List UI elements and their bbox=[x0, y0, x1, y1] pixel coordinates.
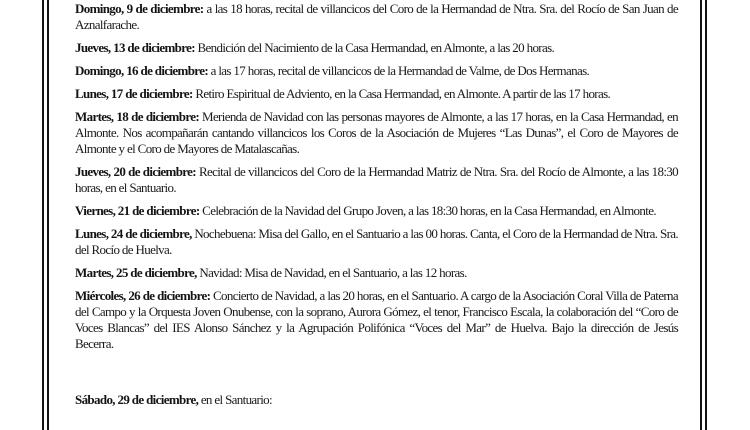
event-details: a las 18 horas, recital de villancicos del Coro de la Hermandad de Ntra. Sra. del Rocío de San Juan de Aznalfarache. bbox=[75, 1, 678, 32]
event-date: Domingo, 9 de diciembre: bbox=[75, 1, 204, 16]
event-details: Recital de villancicos del Coro de la Hermandad Matriz de Ntra. Sra. del Rocío de Almonte, a las 18:30 horas, en el Santuario. bbox=[75, 164, 678, 195]
event-entry bbox=[75, 40, 678, 56]
event-entry bbox=[75, 109, 678, 157]
event-details: Nochebuena: Misa del Gallo, en el Santuario a las 00 horas. Canta, el Coro de la Hermandad de Ntra. Sra. del Rocío de Huelva. bbox=[75, 226, 678, 257]
event-entry bbox=[75, 86, 678, 102]
event-details: Merienda de Navidad con las personas mayores de Almonte, a las 17 horas, en la Casa Hermandad, en Almonte. Nos acompañarán cantando villancicos los Coros de la Asociación de Mujeres “Las Dunas”, el Coro de Mayores de Almonte y el Coro de Mayores de Matalascañas. bbox=[75, 109, 678, 156]
event-date: Martes, 18 de diciembre: bbox=[75, 109, 200, 124]
event-entry bbox=[75, 203, 678, 219]
event-entry bbox=[75, 288, 678, 352]
event-date: Jueves, 13 de diciembre: bbox=[75, 40, 195, 55]
event-details: Retiro Espiritual de Adviento, en la Casa Hermandad, en Almonte. A partir de las 17 horas. bbox=[195, 86, 611, 101]
event-date: Lunes, 17 de diciembre: bbox=[75, 86, 193, 101]
event-date: Lunes, 24 de diciembre, bbox=[75, 226, 192, 241]
event-list bbox=[75, 1, 678, 408]
event-entry bbox=[75, 392, 678, 408]
event-entry bbox=[75, 265, 678, 281]
event-entry bbox=[75, 164, 678, 196]
event-details: Celebración de la Navidad del Grupo Joven, a las 18:30 horas, en la Casa Hermandad, en Almonte. bbox=[202, 203, 656, 218]
event-entry bbox=[75, 1, 678, 33]
event-date: Viernes, 21 de diciembre: bbox=[75, 203, 200, 218]
event-entry bbox=[75, 226, 678, 258]
event-details: a las 17 horas, recital de villancicos de la Hermandad de Valme, de Dos Hermanas. bbox=[210, 63, 590, 78]
event-entry bbox=[75, 63, 678, 79]
event-date: Domingo, 16 de diciembre: bbox=[75, 63, 208, 78]
event-details: Navidad: Misa de Navidad, en el Santuario, a las 12 horas. bbox=[199, 265, 467, 280]
event-details: Concierto de Navidad, a las 20 horas, en el Santuario. A cargo de la Asociación Coral Villa de Paterna del Campo y la Orquesta Joven Onubense, con la soprano, Aurora Gómez, el tenor, Francisco Escala, la colaboración del “Coro de Voces Blancas” del IES Alonso Sánchez y la Agrupación Polifónica “Voces del Mar” de Huelva. Bajo la dirección de Jesús Becerra. bbox=[75, 288, 678, 351]
event-date: Sábado, 29 de diciembre, bbox=[75, 392, 199, 407]
document-sheet bbox=[42, 0, 707, 430]
event-date: Jueves, 20 de diciembre: bbox=[75, 164, 196, 179]
event-details: en el Santuario: bbox=[200, 392, 272, 407]
event-date: Miércoles, 26 de diciembre: bbox=[75, 288, 211, 303]
event-date: Martes, 25 de diciembre, bbox=[75, 265, 197, 280]
event-details: Bendición del Nacimiento de la Casa Hermandad, en Almonte, a las 20 horas. bbox=[197, 40, 555, 55]
